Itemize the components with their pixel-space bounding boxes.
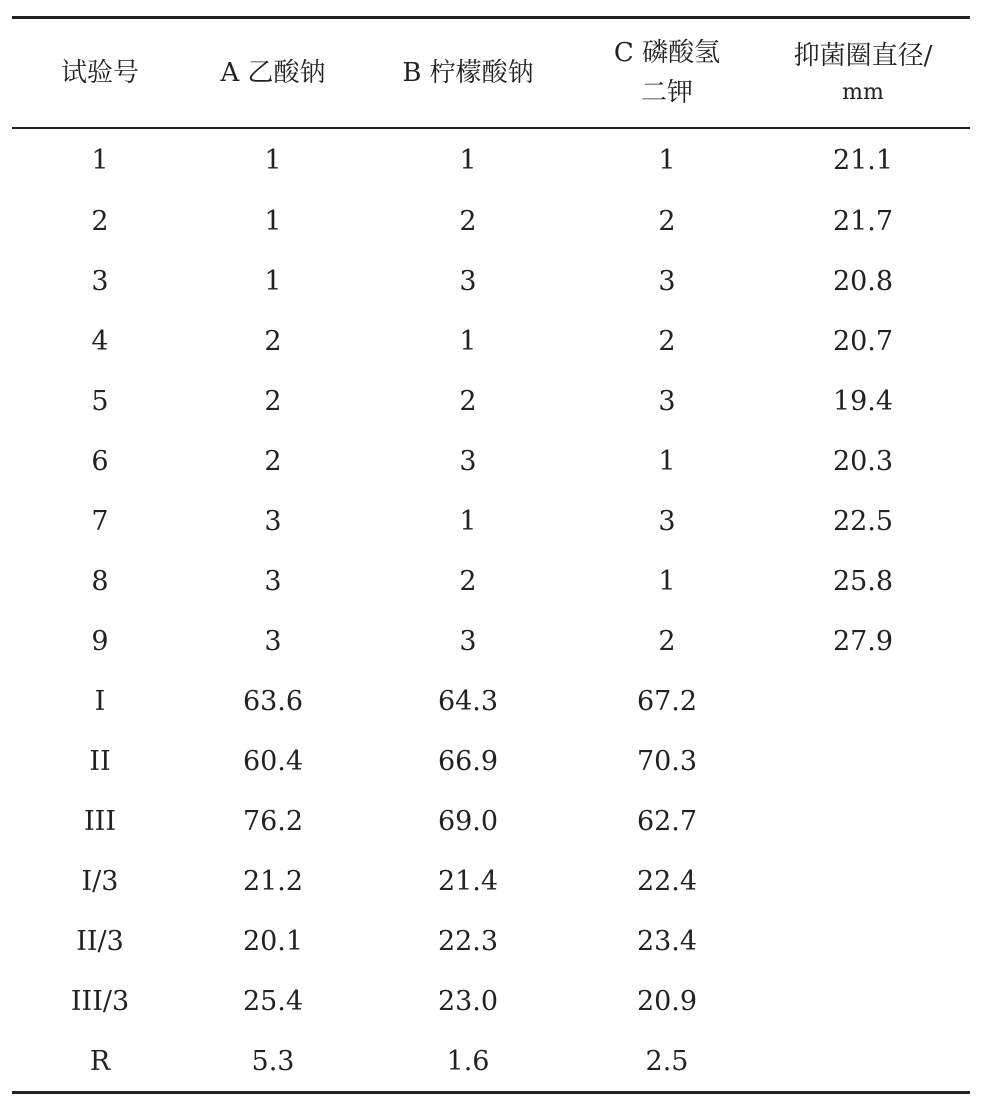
cell-test-number: III/3 [70, 985, 130, 1017]
cell-inhibition-diameter: 22.5 [832, 505, 894, 537]
cell-test-number: 5 [91, 385, 109, 417]
cell-factor-c: 1 [658, 565, 676, 597]
cell-test-number: 9 [91, 625, 109, 657]
cell-factor-b: 3 [459, 625, 477, 657]
cell-factor-c: 2.5 [645, 1045, 689, 1077]
cell-factor-c: 20.9 [636, 985, 698, 1017]
table-row [12, 911, 970, 971]
cell-test-number: III [84, 805, 116, 837]
cell-inhibition-diameter [756, 1031, 970, 1093]
cell-factor-a: 2 [264, 385, 282, 417]
cell-factor-b: 1 [459, 325, 477, 357]
cell-factor-c: 67.2 [636, 685, 698, 717]
cell-factor-a: 5.3 [251, 1045, 295, 1077]
cell-test-number: I [94, 685, 106, 717]
cell-factor-b: 66.9 [437, 745, 499, 777]
cell-factor-a: 2 [264, 325, 282, 357]
header-dipotassium-phosphate: C 磷酸氢 二钾 [613, 38, 721, 108]
cell-test-number: 4 [91, 325, 109, 357]
header-sodium-citrate: B 柠檬酸钠 [402, 58, 534, 88]
cell-inhibition-diameter [756, 731, 970, 791]
cell-factor-c: 3 [658, 265, 676, 297]
cell-factor-c: 1 [658, 144, 676, 176]
table-row [12, 431, 970, 491]
cell-factor-a: 3 [264, 565, 282, 597]
orthogonal-test-table [12, 16, 970, 1094]
table-row [12, 791, 970, 851]
cell-factor-a: 25.4 [242, 985, 304, 1017]
cell-factor-c: 70.3 [636, 745, 698, 777]
cell-factor-a: 1 [264, 205, 282, 237]
cell-factor-c: 2 [658, 205, 676, 237]
cell-factor-c: 3 [658, 505, 676, 537]
cell-factor-b: 2 [459, 205, 477, 237]
cell-test-number: 7 [91, 505, 109, 537]
cell-factor-a: 20.1 [242, 925, 304, 957]
cell-factor-b: 2 [459, 385, 477, 417]
cell-test-number: II [89, 745, 111, 777]
table-row [12, 671, 970, 731]
table-row [12, 731, 970, 791]
cell-factor-a: 21.2 [242, 865, 304, 897]
cell-factor-b: 2 [459, 565, 477, 597]
cell-inhibition-diameter [756, 971, 970, 1031]
header-test-number: 试验号 [60, 58, 139, 88]
cell-test-number: R [89, 1045, 111, 1077]
cell-factor-b: 64.3 [437, 685, 499, 717]
cell-inhibition-diameter: 25.8 [832, 565, 894, 597]
cell-factor-a: 3 [264, 625, 282, 657]
cell-factor-c: 23.4 [636, 925, 698, 957]
cell-factor-c: 2 [658, 325, 676, 357]
table-header-row [12, 18, 970, 129]
cell-factor-c: 2 [658, 625, 676, 657]
cell-factor-c: 22.4 [636, 865, 698, 897]
cell-factor-b: 1 [459, 144, 477, 176]
table-row [12, 491, 970, 551]
cell-inhibition-diameter: 21.7 [832, 205, 894, 237]
cell-factor-c: 62.7 [636, 805, 698, 837]
table-row [12, 128, 970, 191]
table-row [12, 551, 970, 611]
cell-inhibition-diameter: 20.7 [832, 325, 894, 357]
table-row [12, 611, 970, 671]
cell-inhibition-diameter [756, 671, 970, 731]
orthogonal-test-table-container [12, 16, 970, 1094]
cell-factor-b: 3 [459, 445, 477, 477]
cell-factor-a: 63.6 [242, 685, 304, 717]
cell-factor-b: 22.3 [437, 925, 499, 957]
header-inhibition-zone-diameter: 抑菌圈直径/ mm [793, 41, 933, 105]
cell-inhibition-diameter [756, 851, 970, 911]
cell-inhibition-diameter: 21.1 [832, 144, 894, 176]
cell-factor-b: 3 [459, 265, 477, 297]
table-row [12, 311, 970, 371]
cell-factor-a: 1 [264, 265, 282, 297]
cell-inhibition-diameter: 19.4 [832, 385, 894, 417]
table-row [12, 851, 970, 911]
cell-inhibition-diameter [756, 911, 970, 971]
cell-test-number: I/3 [81, 865, 119, 897]
cell-inhibition-diameter [756, 791, 970, 851]
cell-factor-c: 3 [658, 385, 676, 417]
cell-factor-b: 1 [459, 505, 477, 537]
table-body [12, 128, 970, 1093]
cell-factor-a: 60.4 [242, 745, 304, 777]
cell-inhibition-diameter: 27.9 [832, 625, 894, 657]
cell-factor-a: 3 [264, 505, 282, 537]
table-row [12, 1031, 970, 1093]
header-sodium-acetate: A 乙酸钠 [220, 58, 326, 88]
cell-inhibition-diameter: 20.3 [832, 445, 894, 477]
cell-factor-a: 76.2 [242, 805, 304, 837]
table-row [12, 251, 970, 311]
cell-test-number: 8 [91, 565, 109, 597]
cell-factor-b: 21.4 [437, 865, 499, 897]
cell-factor-a: 1 [264, 144, 282, 176]
cell-factor-b: 69.0 [437, 805, 499, 837]
cell-inhibition-diameter: 20.8 [832, 265, 894, 297]
table-row [12, 371, 970, 431]
cell-test-number: 3 [91, 265, 109, 297]
cell-test-number: 2 [91, 205, 109, 237]
cell-test-number: 1 [91, 144, 109, 176]
cell-test-number: II/3 [76, 925, 124, 957]
cell-factor-b: 1.6 [446, 1045, 490, 1077]
table-row [12, 191, 970, 251]
cell-factor-c: 1 [658, 445, 676, 477]
cell-test-number: 6 [91, 445, 109, 477]
table-row [12, 971, 970, 1031]
cell-factor-a: 2 [264, 445, 282, 477]
cell-factor-b: 23.0 [437, 985, 499, 1017]
